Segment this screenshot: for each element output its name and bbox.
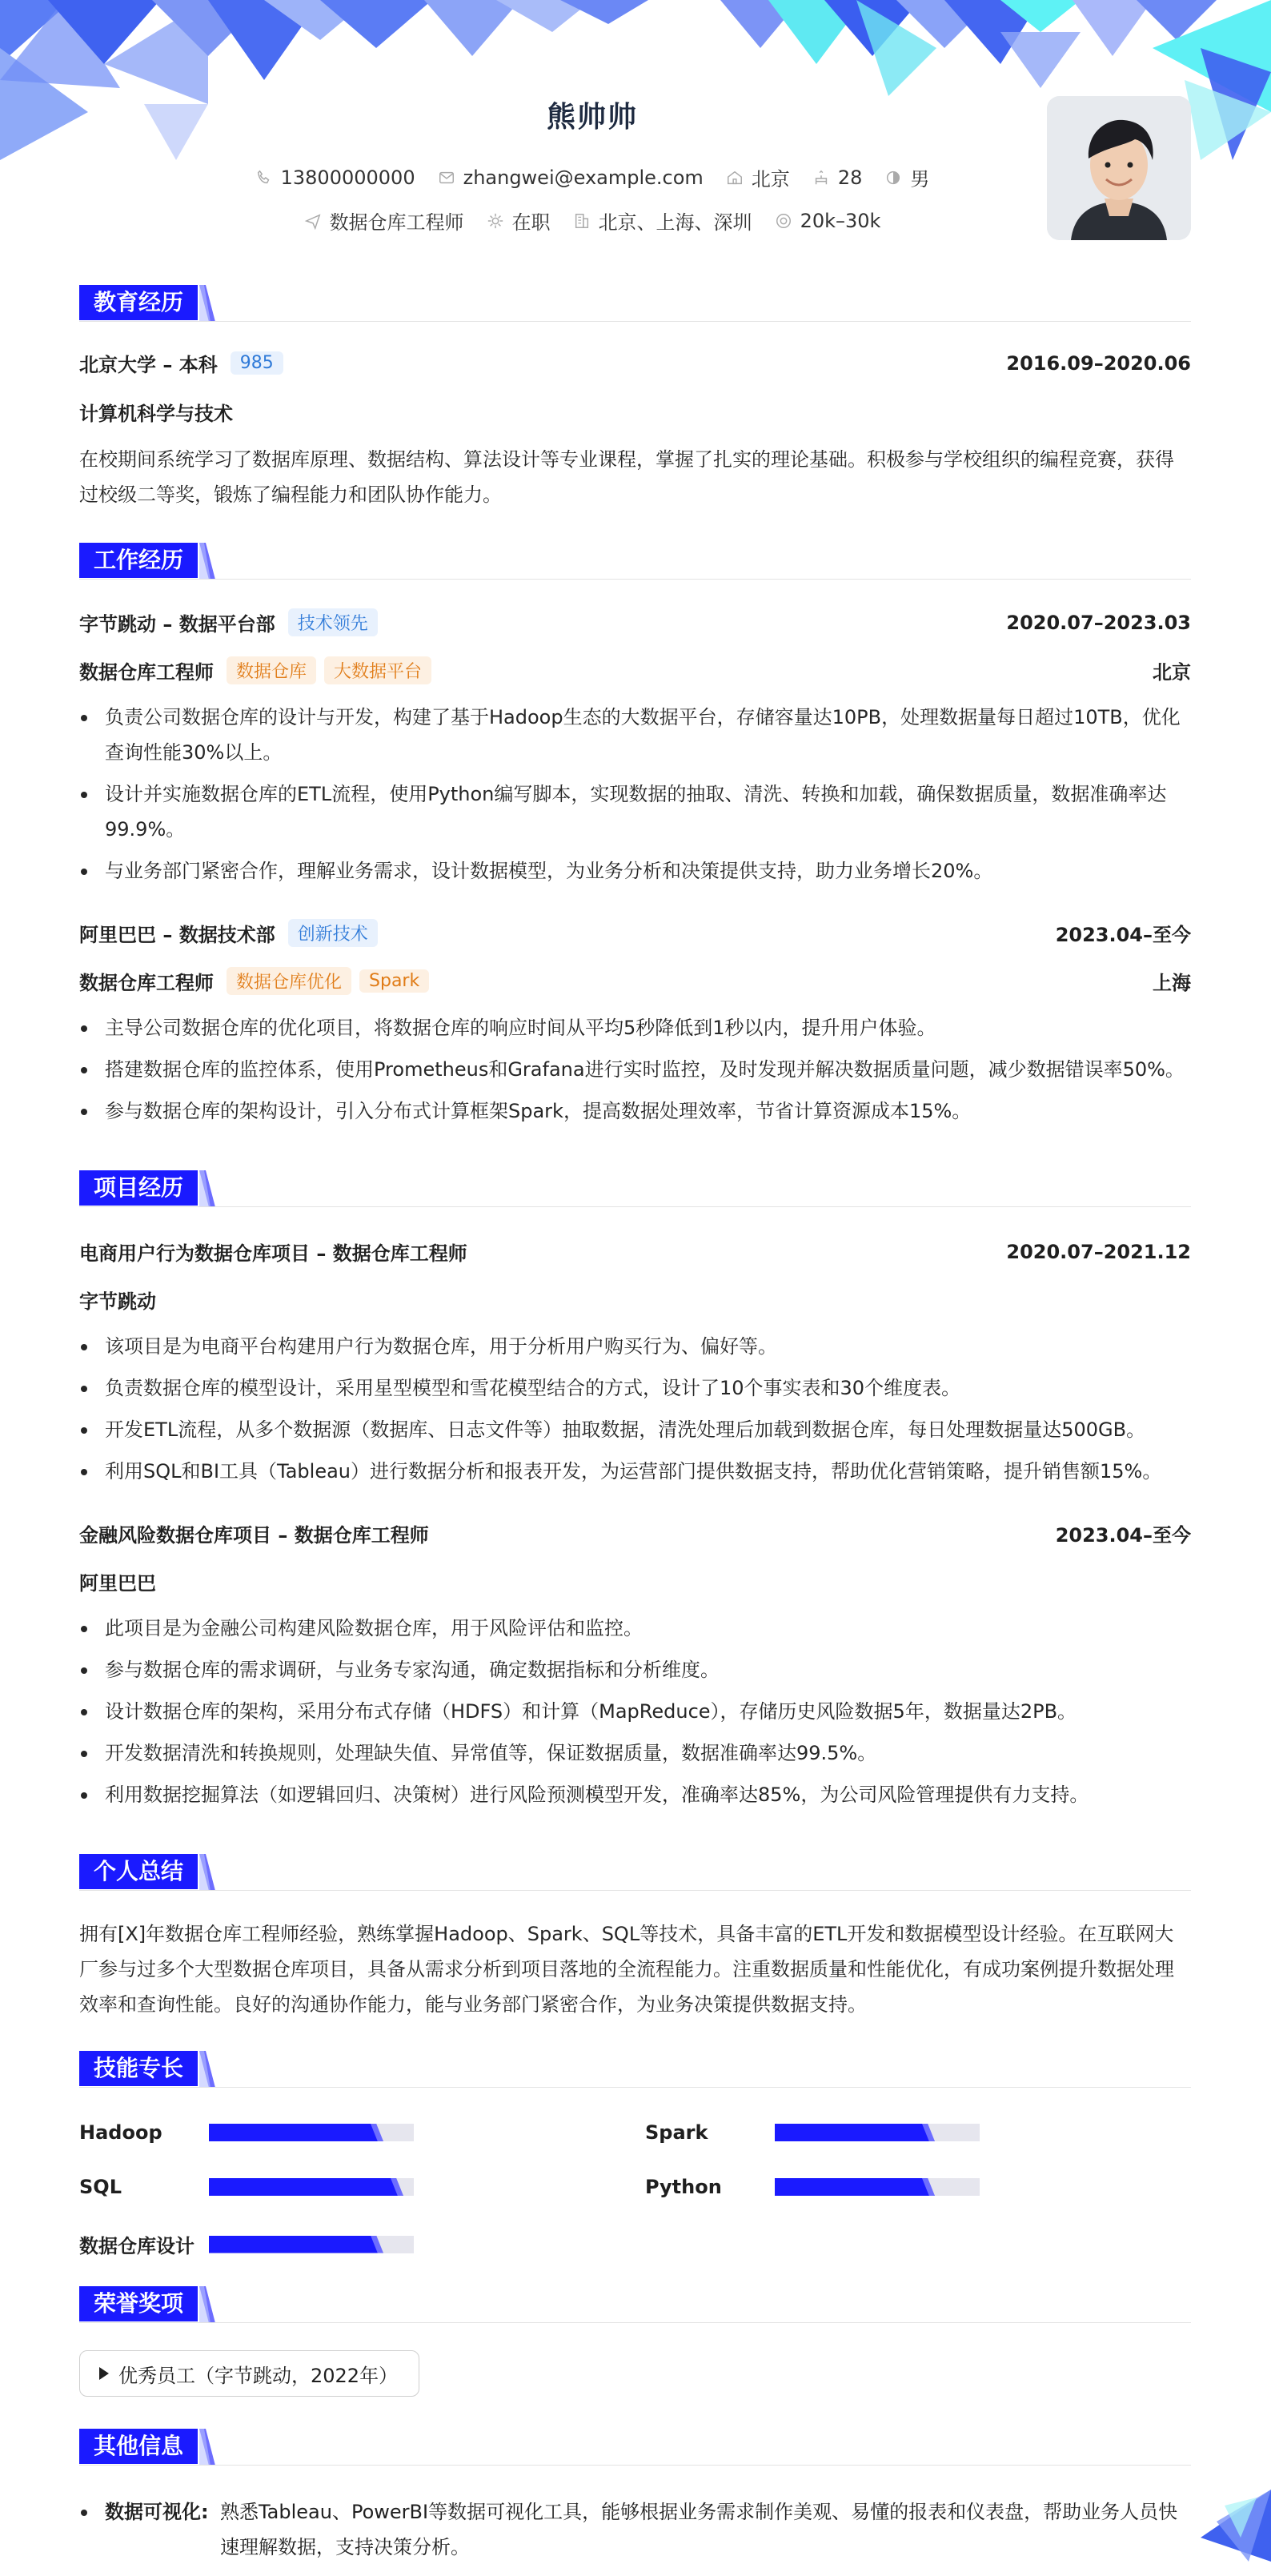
skill-item (645, 2176, 980, 2198)
expand-triangle-icon (99, 2367, 109, 2380)
section-work-title: 工作经历 (79, 543, 198, 578)
project-1-company: 阿里巴巴 (79, 1572, 156, 1595)
work-1-role-tag: Spark (359, 969, 429, 993)
project-1-bullet: 参与数据仓库的需求调研，与业务专家沟通，确定数据指标和分析维度。 (79, 1652, 1191, 1687)
project-0-date: 2020.07–2021.12 (1006, 1240, 1191, 1263)
education-row (79, 349, 1191, 377)
project-0-bullet: 利用SQL和BI工具（Tableau）进行数据分析和报表开发，为运营部门提供数据支持，帮助优化营销策略，提升销售额15%。 (79, 1454, 1191, 1489)
skill-label: Spark (645, 2121, 708, 2144)
phone-item (255, 167, 415, 189)
target-cities-item (573, 207, 752, 235)
work-0-company: 字节跳动 – 数据平台部 (79, 613, 275, 636)
phone-text: 13800000000 (280, 166, 415, 189)
work-0-role: 数据仓库工程师 (79, 661, 214, 684)
project-0-company: 字节跳动 (79, 1290, 156, 1313)
status-text: 在职 (511, 211, 551, 234)
work-1-tag: 创新技术 (288, 919, 378, 947)
work-0-bullet: 负责公司数据仓库的设计与开发，构建了基于Hadoop生态的大数据平台，存储容量达10PB，处理数据量每日超过10TB，优化查询性能30%以上。 (79, 700, 1191, 770)
section-other-title: 其他信息 (79, 2429, 198, 2464)
project-1-bullet: 利用数据挖掘算法（如逻辑回归、决策树）进行风险预测模型开发，准确率达85%，为公司风险管理提供有力支持。 (79, 1777, 1191, 1812)
work-0-role-row (79, 656, 1191, 684)
education-date: 2016.09–2020.06 (1006, 351, 1191, 375)
city-text: 北京 (751, 168, 790, 191)
summary-text: 拥有[X]年数据仓库工程师经验，熟练掌握Hadoop、Spark、SQL等技术，具备丰富的ETL开发和数据模型设计经验。在互联网大厂参与过多个大型数据仓库项目，具备从需求分析到项目落地的全流程能力。注重数据质量和性能优化，有成功案例提升数据处理效率和查询性能。良好的沟通协作能力，能与业务部门紧密合作，为业务决策提供数据支持。 (79, 1923, 1174, 2016)
skill-label: 数据仓库设计 (79, 2235, 194, 2257)
gender-item (884, 163, 929, 191)
building-icon (573, 212, 591, 230)
work-1-location: 上海 (1153, 972, 1191, 994)
salary-text: 20k–30k (800, 209, 881, 232)
project-1-bullet: 设计数据仓库的架构，采用分布式存储（HDFS）和计算（MapReduce），存储历史风险数据5年，数据量达2PB。 (79, 1694, 1191, 1729)
work-1-header (79, 919, 1191, 947)
candidate-name: 熊帅帅 (546, 101, 638, 134)
phone-icon (255, 169, 273, 187)
section-project (79, 1170, 1191, 1207)
skill-bar (209, 2178, 414, 2196)
contact-row-2 (0, 207, 1185, 235)
age-item (812, 167, 863, 189)
work-0-date: 2020.07–2023.03 (1006, 611, 1191, 634)
work-1-bullet: 搭建数据仓库的监控体系，使用Prometheus和Grafana进行实时监控，及时发现并解决数据质量问题，减少数据错误率50%。 (79, 1052, 1191, 1087)
award-label: 优秀员工（字节跳动，2022年） (118, 2364, 399, 2387)
work-0-bullet: 设计并实施数据仓库的ETL流程，使用Python编写脚本，实现数据的抽取、清洗、转换和加载，确保数据质量，数据准确率达99.9%。 (79, 776, 1191, 847)
city-item (726, 163, 790, 191)
skill-bar (775, 2178, 980, 2196)
skill-label: Hadoop (79, 2121, 162, 2144)
email-text: zhangwei@example.com (463, 166, 704, 189)
project-1-bullet: 此项目是为金融公司构建风险数据仓库，用于风险评估和监控。 (79, 1611, 1191, 1646)
gender-text: 男 (910, 168, 930, 191)
major-name: 计算机科学与技术 (79, 403, 233, 425)
section-summary-title: 个人总结 (79, 1854, 198, 1889)
section-other (79, 2429, 1191, 2466)
section-awards (79, 2286, 1191, 2323)
skill-bar (775, 2124, 980, 2141)
gear-icon (487, 212, 504, 230)
status-item (487, 207, 551, 235)
project-1-bullet: 开发数据清洗和转换规则，处理缺失值、异常值等，保证数据质量，数据准确率达99.5%。 (79, 1735, 1191, 1771)
school-name: 北京大学 – 本科 (79, 354, 218, 376)
skill-label: Python (645, 2176, 722, 2198)
salary-item (775, 210, 881, 232)
project-1-title: 金融风险数据仓库项目 – 数据仓库工程师 (79, 1524, 429, 1547)
skill-bar (209, 2124, 414, 2141)
section-education (79, 285, 1191, 322)
project-0-title: 电商用户行为数据仓库项目 – 数据仓库工程师 (79, 1242, 467, 1265)
skill-item (79, 2121, 414, 2144)
job-title-text: 数据仓库工程师 (329, 211, 464, 234)
section-awards-title: 荣誉奖项 (79, 2286, 198, 2321)
project-0-bullet: 开发ETL流程，从多个数据源（数据库、日志文件等）抽取数据，清洗处理后加载到数据仓库，每日处理数据量达500GB。 (79, 1412, 1191, 1447)
award-toggle[interactable] (79, 2350, 419, 2397)
age-icon (812, 169, 830, 187)
work-1-bullet: 参与数据仓库的架构设计，引入分布式计算框架Spark，提高数据处理效率，节省计算资源成本15%。 (79, 1093, 1191, 1129)
mail-icon (438, 169, 455, 187)
work-0-location: 北京 (1153, 661, 1191, 684)
project-1-header (79, 1519, 1191, 1547)
other-value: 熟悉Tableau、PowerBI等数据可视化工具，能够根据业务需求制作美观、易懂的报表和仪表盘，帮助业务人员快速理解数据，支持决策分析。 (220, 2501, 1178, 2558)
project-0-company-row (79, 1286, 1191, 1314)
skill-label: SQL (79, 2176, 122, 2198)
money-icon (775, 212, 792, 230)
gender-icon (884, 169, 902, 187)
section-work (79, 543, 1191, 580)
work-1-role-row (79, 967, 1191, 995)
section-summary (79, 1854, 1191, 1891)
project-1-company-row (79, 1567, 1191, 1595)
skill-bar (209, 2236, 414, 2253)
school-tag: 985 (231, 351, 283, 375)
section-skills-title: 技能专长 (79, 2051, 198, 2086)
major-row (79, 398, 1191, 426)
work-1-role-tag: 数据仓库优化 (227, 967, 351, 995)
work-1-role: 数据仓库工程师 (79, 972, 214, 994)
work-0-header (79, 608, 1191, 636)
skill-item (645, 2121, 980, 2144)
project-0-header (79, 1238, 1191, 1266)
other-label: 数据可视化: (105, 2501, 209, 2523)
education-description: 在校期间系统学习了数据库原理、数据结构、算法设计等专业课程，掌握了扎实的理论基础。积极参与学校组织的编程竞赛，获得过校级二等奖，锻炼了编程能力和团队协作能力。 (79, 448, 1174, 506)
email-item (438, 167, 704, 189)
work-0-role-tag: 大数据平台 (324, 656, 431, 684)
avatar (1047, 96, 1191, 240)
target-cities-text: 北京、上海、深圳 (598, 211, 752, 234)
section-education-title: 教育经历 (79, 285, 198, 320)
skill-item (79, 2176, 414, 2198)
project-1-date: 2023.04–至今 (1055, 1524, 1191, 1547)
work-0-bullet: 与业务部门紧密合作，理解业务需求，设计数据模型，为业务分析和决策提供支持，助力业务增长20%。 (79, 853, 1191, 889)
send-icon (304, 212, 322, 230)
age-text: 28 (837, 166, 863, 189)
work-1-date: 2023.04–至今 (1055, 924, 1191, 946)
section-skills (79, 2051, 1191, 2088)
home-icon (726, 169, 744, 187)
avatar-photo (1047, 96, 1191, 240)
section-project-title: 项目经历 (79, 1170, 198, 1206)
footer-decoration (1201, 2490, 1271, 2562)
job-title-item (304, 207, 464, 235)
skill-item (79, 2230, 414, 2258)
work-1-bullet: 主导公司数据仓库的优化项目，将数据仓库的响应时间从平均5秒降低到1秒以内，提升用户体验。 (79, 1010, 1191, 1045)
work-0-tag: 技术领先 (288, 608, 378, 636)
project-0-bullet: 负责数据仓库的模型设计，采用星型模型和雪花模型结合的方式，设计了10个事实表和30个维度表。 (79, 1370, 1191, 1406)
work-0-role-tag: 数据仓库 (227, 656, 316, 684)
project-0-bullet: 该项目是为电商平台构建用户行为数据仓库，用于分析用户购买行为、偏好等。 (79, 1329, 1191, 1364)
contact-row-1 (0, 163, 1185, 191)
work-1-company: 阿里巴巴 – 数据技术部 (79, 924, 275, 946)
